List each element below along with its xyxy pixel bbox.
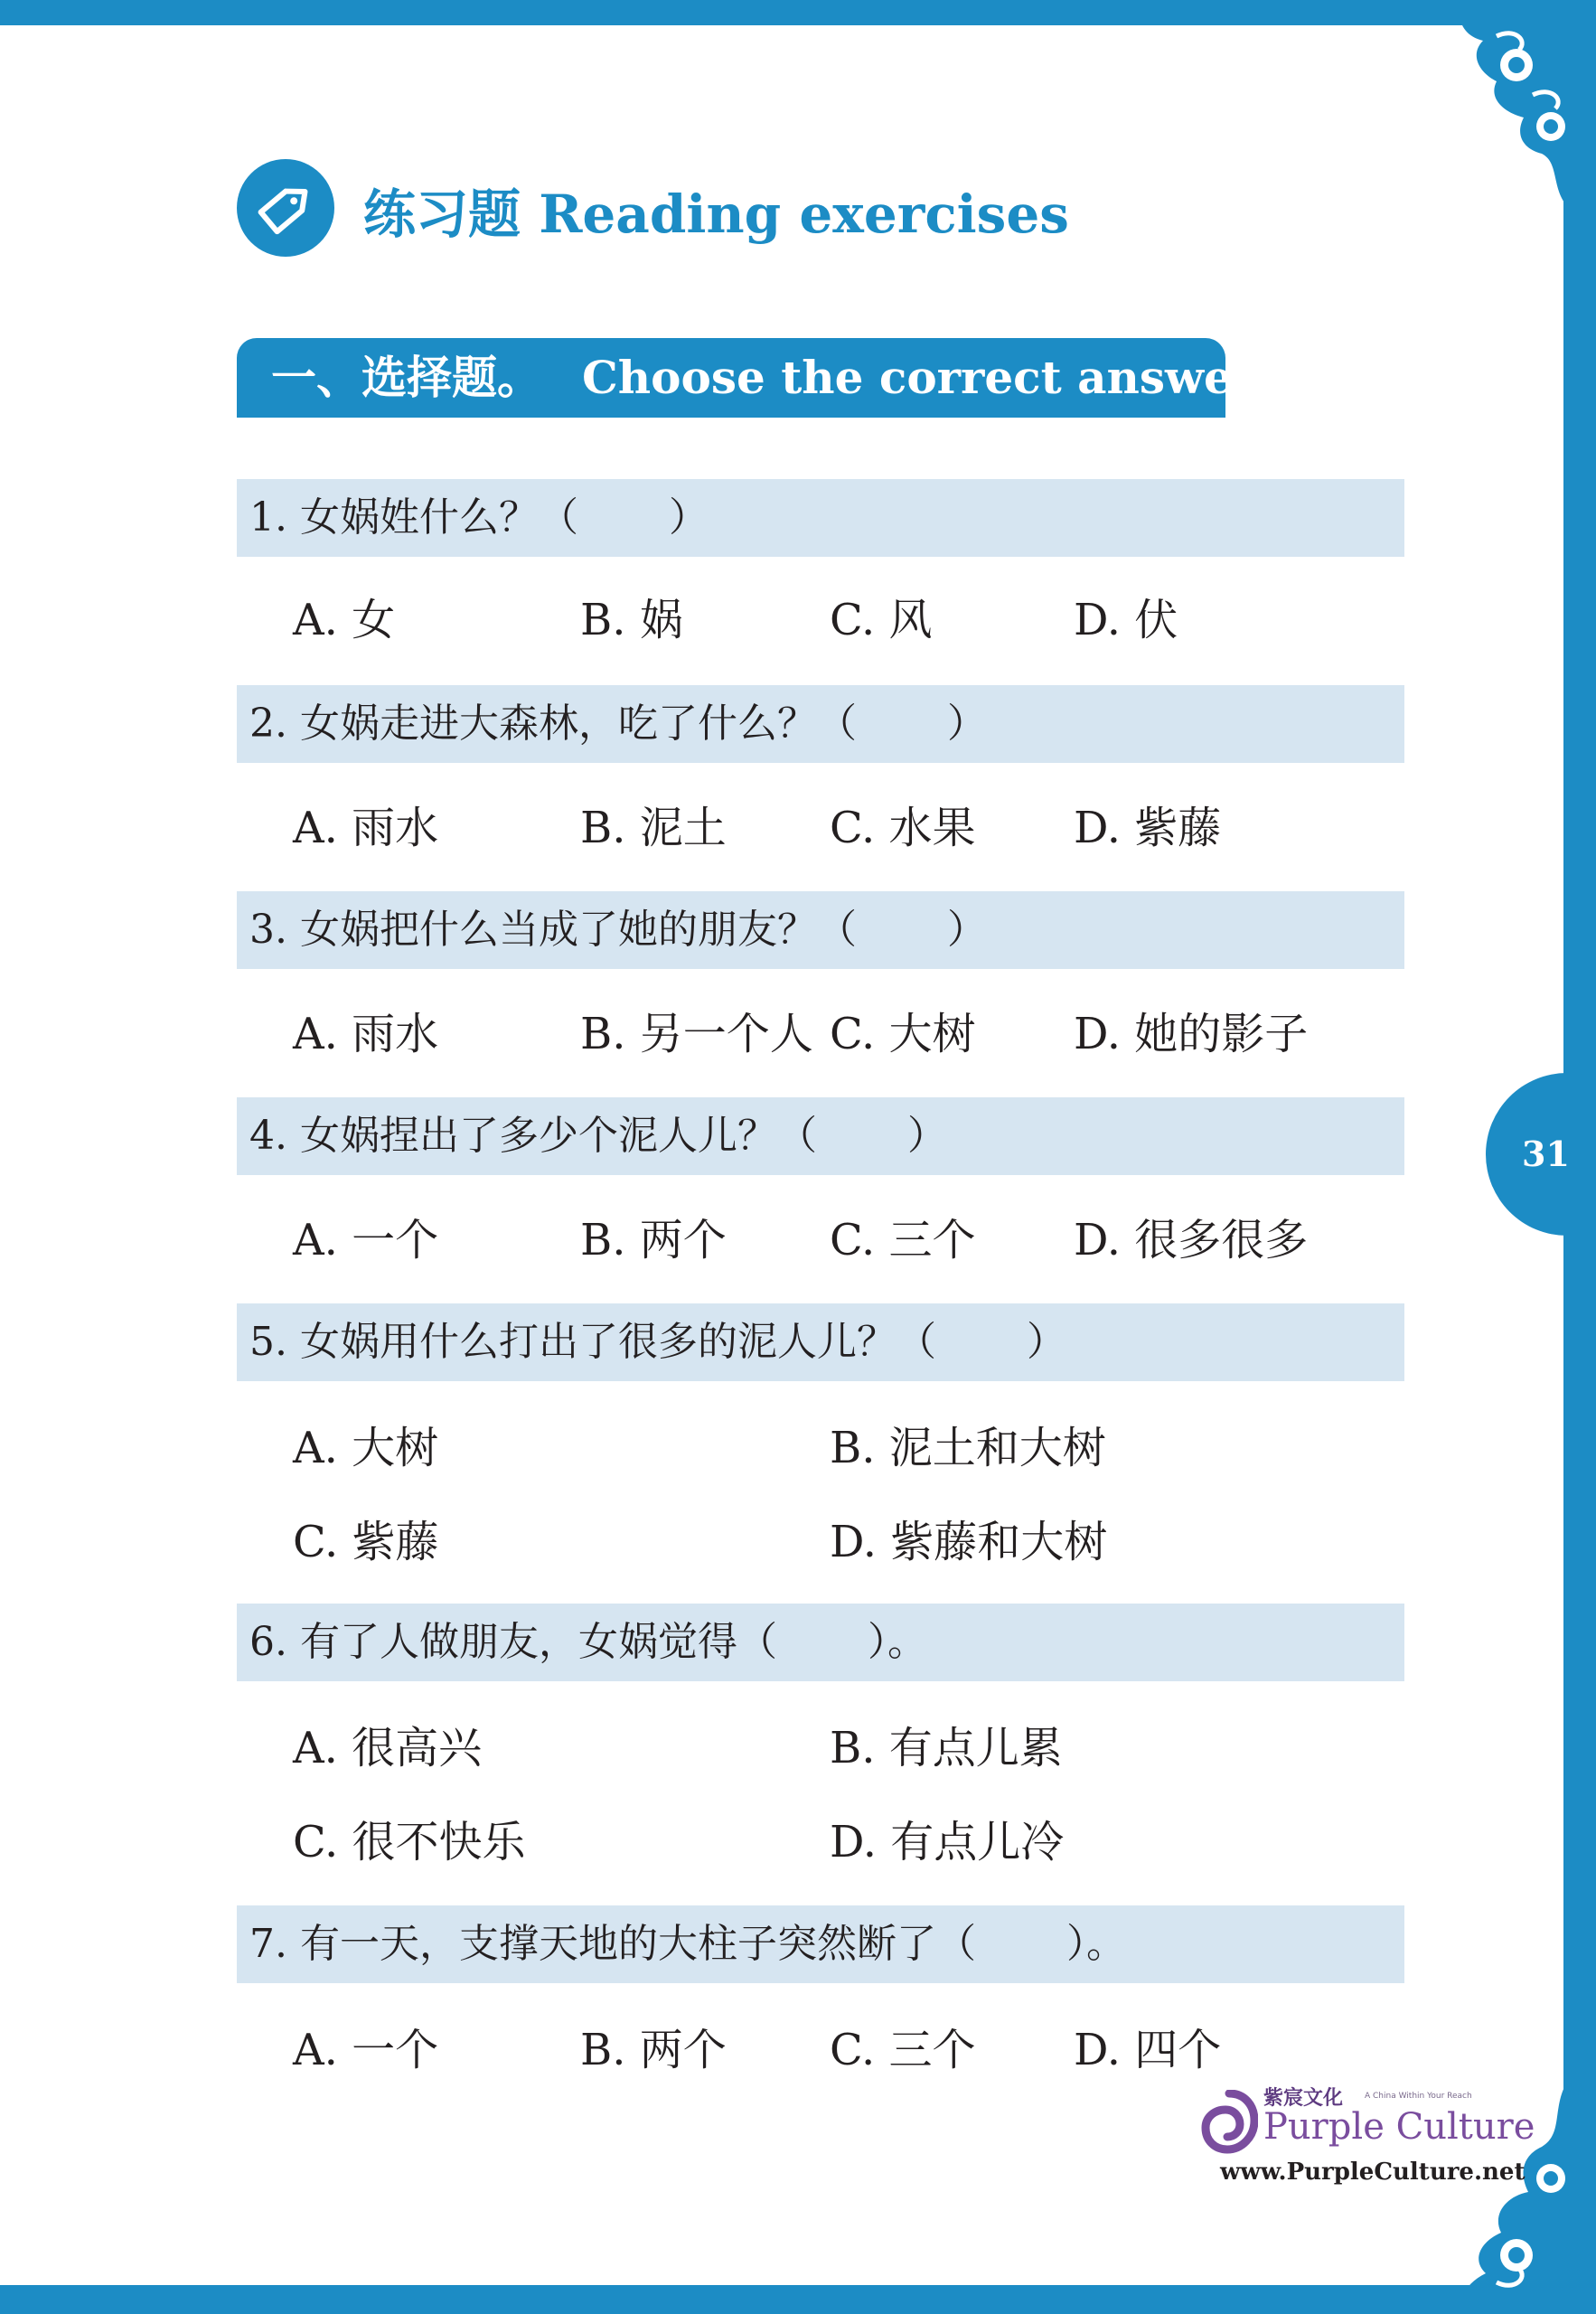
purple-culture-logo-icon [1200, 2090, 1258, 2155]
question-close-paren: ） [906, 1113, 947, 1159]
option-b[interactable]: B. 泥土 [580, 803, 727, 853]
option-b[interactable]: B. 有点儿累 [830, 1723, 1063, 1773]
question-close-paren: ）。 [867, 1619, 927, 1665]
question-prompt: 2. 女娲走进大森林，吃了什么？（ [249, 701, 857, 747]
option-b[interactable]: B. 两个 [580, 1215, 727, 1265]
question-5 [237, 1303, 1404, 1381]
watermark-cn: 紫宸文化 [1263, 2086, 1344, 2110]
question-3 [237, 891, 1404, 969]
option-a[interactable]: A. 雨水 [293, 803, 439, 853]
option-c[interactable]: C. 风 [830, 595, 933, 645]
question-2 [237, 685, 1404, 763]
question-close-paren: ） [668, 494, 709, 541]
tag-icon [237, 159, 334, 257]
section-banner [237, 338, 1257, 418]
watermark-tagline: A China Within Your Reach [1365, 2092, 1472, 2101]
question-close-paren: ） [1026, 1319, 1066, 1365]
question-prompt: 6. 有了人做朋友，女娲觉得（ [249, 1619, 777, 1665]
watermark-brand: Purple Culture [1263, 2106, 1535, 2148]
question-prompt: 7. 有一天，支撑天地的大柱子突然断了（ [249, 1921, 976, 1967]
option-a[interactable]: A. 雨水 [293, 1009, 439, 1059]
question-prompt: 3. 女娲把什么当成了她的朋友？（ [249, 907, 857, 953]
page-title: 练习题 Reading exercises [363, 183, 1069, 245]
option-b[interactable]: B. 另一个人 [580, 1009, 813, 1059]
question-4 [237, 1097, 1404, 1175]
section-title-en: Choose the correct answer [582, 351, 1257, 404]
cloud-corner-ornament-top-icon [1415, 0, 1596, 208]
option-d[interactable]: D. 她的影子 [1074, 1009, 1309, 1059]
option-c[interactable]: C. 紫藤 [293, 1517, 439, 1567]
question-prompt: 5. 女娲用什么打出了很多的泥人儿？（ [249, 1319, 936, 1365]
option-d[interactable]: D. 伏 [1074, 595, 1178, 645]
option-a[interactable]: A. 女 [293, 595, 396, 645]
option-c[interactable]: C. 三个 [830, 1215, 976, 1265]
option-c[interactable]: C. 三个 [830, 2025, 976, 2075]
question-close-paren: ）。 [1066, 1921, 1126, 1967]
option-c[interactable]: C. 很不快乐 [293, 1817, 526, 1867]
option-c[interactable]: C. 水果 [830, 803, 976, 853]
question-close-paren: ） [946, 701, 987, 747]
question-1 [237, 479, 1404, 557]
option-d[interactable]: D. 紫藤和大树 [830, 1517, 1108, 1567]
option-d[interactable]: D. 紫藤 [1074, 803, 1222, 853]
top-border [0, 0, 1596, 25]
question-prompt: 1. 女娲姓什么？（ [249, 494, 578, 541]
option-d[interactable]: D. 有点儿冷 [830, 1817, 1065, 1867]
bottom-border [0, 2285, 1596, 2314]
title-badge [237, 159, 334, 257]
question-close-paren: ） [946, 907, 987, 953]
option-a[interactable]: A. 一个 [293, 1215, 439, 1265]
option-d[interactable]: D. 四个 [1074, 2025, 1222, 2075]
option-b[interactable]: B. 泥土和大树 [830, 1423, 1106, 1473]
option-b[interactable]: B. 两个 [580, 2025, 727, 2075]
option-d[interactable]: D. 很多很多 [1074, 1215, 1309, 1265]
page-number: 31 [1486, 1073, 1596, 1236]
option-b[interactable]: B. 娲 [580, 595, 683, 645]
option-a[interactable]: A. 大树 [293, 1423, 439, 1473]
question-prompt: 4. 女娲捏出了多少个泥人儿？（ [249, 1113, 817, 1159]
section-title-cn: 一、选择题。 [271, 351, 542, 404]
question-7 [237, 1905, 1404, 1983]
watermark-url[interactable]: www.PurpleCulture.net [1220, 2159, 1526, 2186]
purple-culture-watermark[interactable] [1200, 2081, 1535, 2198]
option-c[interactable]: C. 大树 [830, 1009, 976, 1059]
question-6 [237, 1604, 1404, 1681]
option-a[interactable]: A. 一个 [293, 2025, 439, 2075]
option-a[interactable]: A. 很高兴 [293, 1723, 483, 1773]
